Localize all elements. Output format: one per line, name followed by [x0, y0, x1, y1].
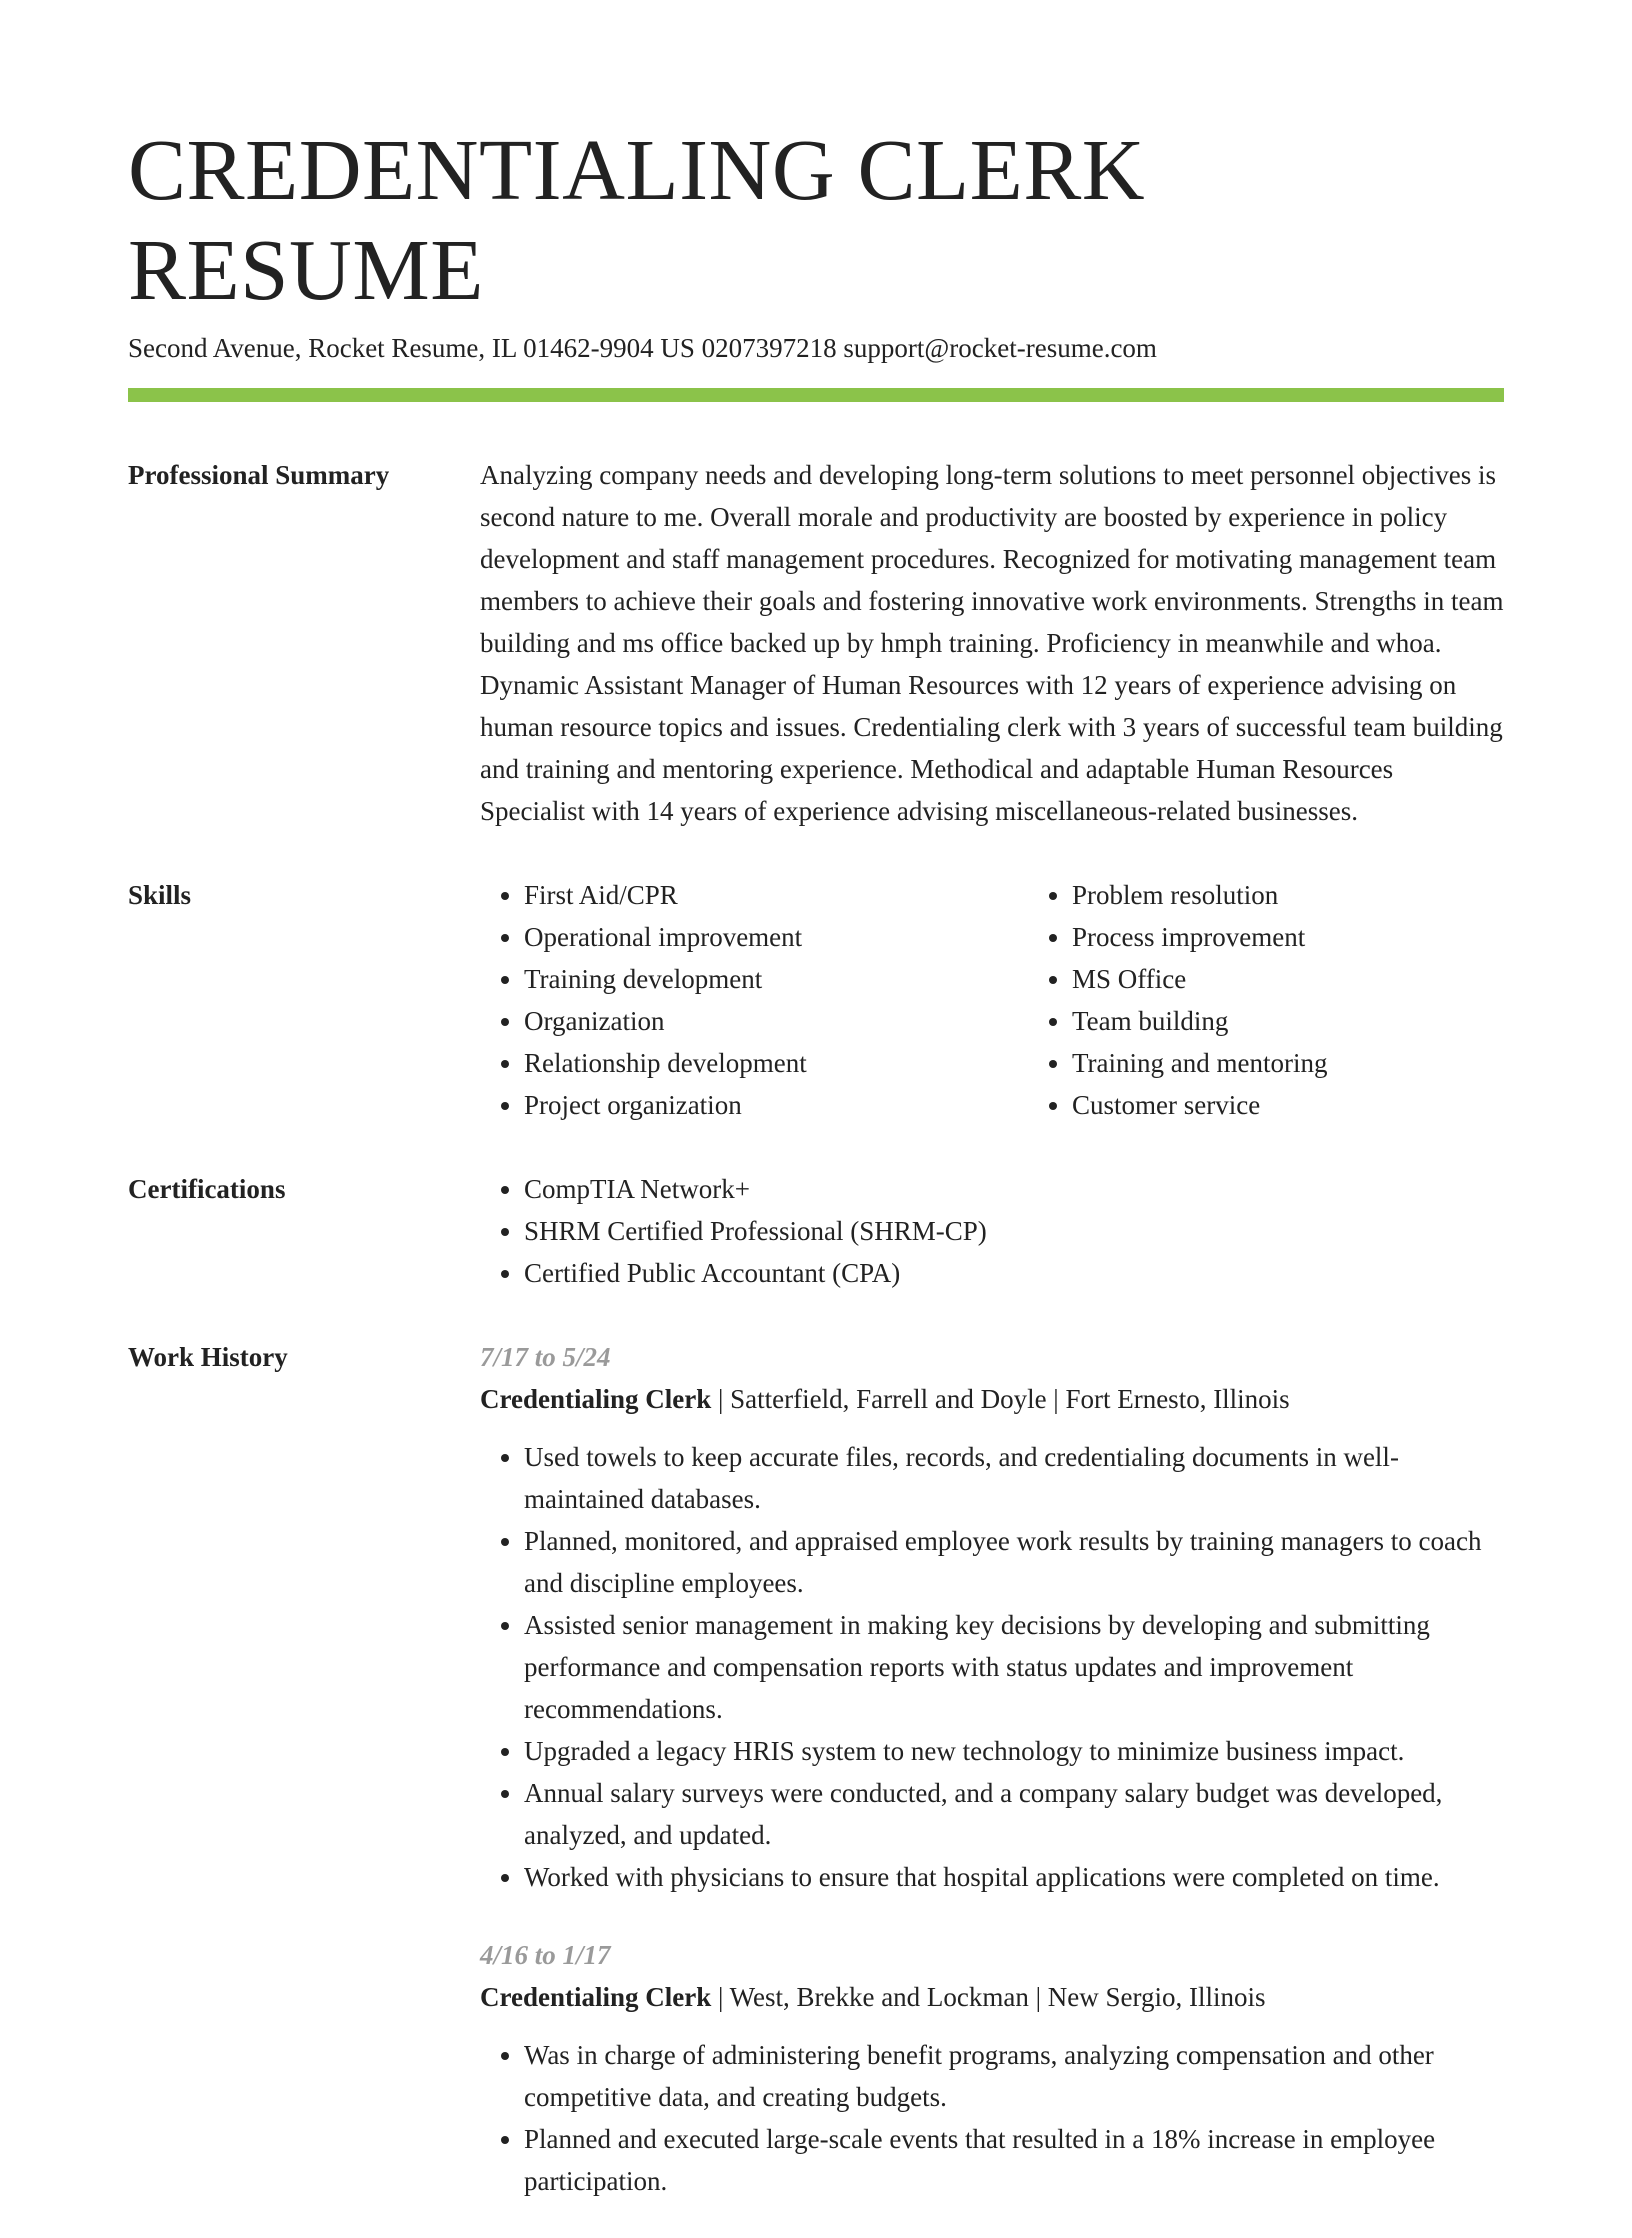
job-title: Credentialing Clerk — [480, 1982, 712, 2012]
resume-page — [128, 0, 1504, 2238]
job-bullet: • Planned and executed large-scale events that resulted in a 18% increase in employee participation. — [524, 2118, 1504, 2202]
contact-line: Second Avenue, Rocket Resume, IL 01462-9904 US 0207397218 support@rocket-resume.com — [128, 333, 1157, 363]
job-title: Credentialing Clerk — [480, 1384, 712, 1414]
job-bullet: • Worked with physicians to ensure that hospital applications were completed on time. — [524, 1856, 1504, 1898]
job-bullet: • Upgraded a legacy HRIS system to new technology to minimize business impact. — [524, 1730, 1504, 1772]
skills-label: Skills — [128, 880, 192, 910]
skills-list-left — [480, 874, 1028, 1126]
summary-text: Analyzing company needs and developing long-term solutions to meet personnel objectives is second nature to me. Overall morale and productivity are boosted by experience in policy development and staff management procedures. Recognized for motivating management team members to achieve their goals and fostering innovative work environments. Strengths in team building and ms office backed up by hmph training. Proficiency in meanwhile and whoa. Dynamic Assistant Manager of Human Resources with 12 years of experience advising on human resource topics and issues. Credentialing clerk with 3 years of successful team building and training and mentoring experience. Methodical and adaptable Human Resources Specialist with 14 years of experience advising miscellaneous-related businesses. — [480, 460, 1504, 826]
resume-title: CREDENTIALING CLERK RESUME — [128, 121, 1146, 318]
summary-label: Professional Summary — [128, 460, 390, 490]
job-bullet: • Assisted senior management in making key decisions by developing and submitting performance and compensation reports with status updates and improvement recommendations. — [524, 1604, 1504, 1730]
job-bullet: • Was in charge of administering benefit programs, analyzing compensation and other competitive data, and creating budgets. — [524, 2034, 1504, 2118]
job-entry — [480, 1336, 1504, 1898]
skills-section — [128, 874, 1504, 1126]
job-details: | West, Brekke and Lockman | New Sergio, Illinois — [711, 1982, 1266, 2012]
certifications-list — [480, 1168, 1504, 1294]
job-bullet: • Annual salary surveys were conducted, and a company salary budget was developed, analyzed, and updated. — [524, 1772, 1504, 1856]
certifications-label: Certifications — [128, 1174, 286, 1204]
work-history-section — [128, 1336, 1504, 2238]
skill-item: • Training development — [524, 958, 1028, 1000]
certification-item: • CompTIA Network+ — [524, 1168, 1504, 1210]
certification-item: • SHRM Certified Professional (SHRM-CP) — [524, 1210, 1504, 1252]
skill-item: • MS Office — [1072, 958, 1576, 1000]
skill-item: • Training and mentoring — [1072, 1042, 1576, 1084]
job-bullets — [480, 2034, 1504, 2202]
certification-item: • Certified Public Accountant (CPA) — [524, 1252, 1504, 1294]
work-history-label: Work History — [128, 1342, 288, 1372]
job-details: | Satterfield, Farrell and Doyle | Fort Ernesto, Illinois — [711, 1384, 1290, 1414]
skill-item: • Customer service — [1072, 1084, 1576, 1126]
skills-list-right — [1028, 874, 1576, 1126]
skill-item: • Team building — [1072, 1000, 1576, 1042]
skill-item: • Operational improvement — [524, 916, 1028, 958]
skill-item: • Relationship development — [524, 1042, 1028, 1084]
job-bullets — [480, 1436, 1504, 1898]
skill-item: • First Aid/CPR — [524, 874, 1028, 916]
skill-item: • Organization — [524, 1000, 1028, 1042]
header-divider — [128, 388, 1504, 402]
summary-section — [128, 454, 1504, 832]
job-bullet: • Used towels to keep accurate files, records, and credentialing documents in well-maintained databases. — [524, 1436, 1504, 1520]
skill-item: • Process improvement — [1072, 916, 1576, 958]
job-bullet: • Planned, monitored, and appraised employee work results by training managers to coach and discipline employees. — [524, 1520, 1504, 1604]
job-heading — [480, 1976, 1504, 2018]
job-dates: 7/17 to 5/24 — [480, 1342, 611, 1372]
job-heading — [480, 1378, 1504, 1420]
certifications-section — [128, 1168, 1504, 1294]
job-entry — [480, 1934, 1504, 2202]
skill-item: • Problem resolution — [1072, 874, 1576, 916]
skill-item: • Project organization — [524, 1084, 1028, 1126]
job-dates: 4/16 to 1/17 — [480, 1940, 611, 1970]
